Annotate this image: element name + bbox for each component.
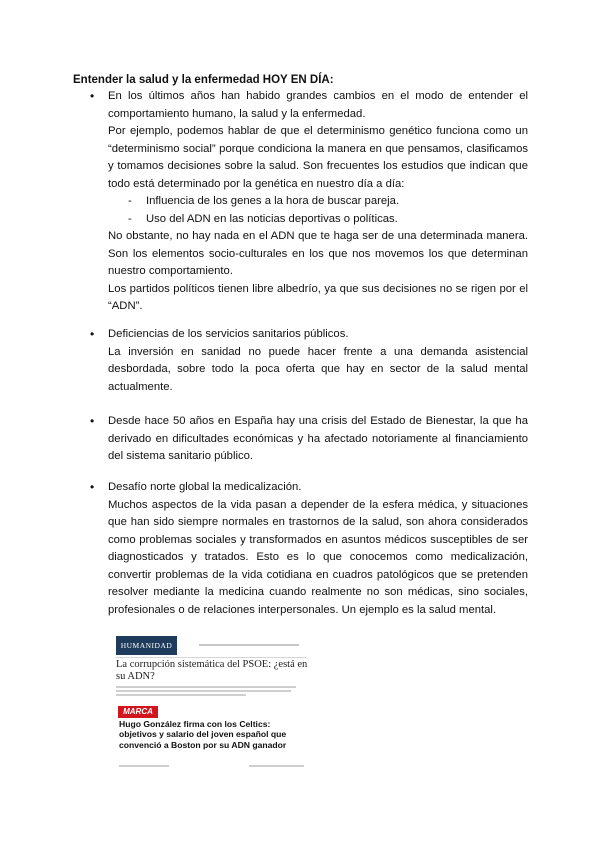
section-content bbox=[108, 326, 528, 396]
article-text-line bbox=[116, 690, 291, 692]
divider bbox=[116, 657, 306, 658]
bullet-section-dna bbox=[90, 88, 530, 316]
paragraph: Deficiencias de los servicios sanitarios públicos. bbox=[108, 328, 349, 340]
paragraph: En los últimos años han habido grandes cambios en el modo de entender el comportamiento humano, la salud y la enfermedad. bbox=[108, 90, 528, 120]
bullet-section-welfare-state bbox=[90, 413, 530, 466]
paragraph: Los partidos políticos tienen libre albedrío, ya que sus decisiones no se rigen por el “ADN”. bbox=[108, 282, 528, 312]
section-content bbox=[108, 413, 528, 466]
marca-logo: MARCA bbox=[118, 706, 158, 718]
section-content bbox=[108, 479, 528, 619]
section-content bbox=[108, 88, 528, 316]
sub-list-item: - Influencia de los genes a la hora de buscar pareja. bbox=[108, 193, 528, 211]
newspaper-logo: HUMANIDAD bbox=[116, 636, 177, 655]
article-text-line bbox=[116, 686, 296, 688]
bullet-icon: • bbox=[90, 89, 95, 103]
paragraph: Por ejemplo, podemos hablar de que el determinismo genético funciona como un “determinismo social” porque condiciona la manera en que pensamos, clasificamos y tomamos decisiones sobre la salud. Son frecuentes los estudios que indican que todo está determinado por la genética en nuestro día a día: bbox=[108, 125, 528, 190]
document-heading: Entender la salud y la enfermedad HOY EN DÍA: bbox=[73, 74, 334, 86]
paragraph: Desafío norte global la medicalización. bbox=[108, 481, 302, 493]
article-text-line bbox=[116, 694, 246, 696]
paragraph: No obstante, no hay nada en el ADN que te haga ser de una determinada manera. Son los elementos socio-culturales en los que nos movemos los que determinan nuestro comportamiento. bbox=[108, 230, 528, 277]
bullet-section-medicalization bbox=[90, 479, 530, 619]
sub-list-item: - Uso del ADN en las noticias deportivas o políticas. bbox=[108, 211, 528, 229]
sub-item-text: Influencia de los genes a la hora de buscar pareja. bbox=[146, 195, 400, 207]
news-headline: La corrupción sistemática del PSOE: ¿está en su ADN? bbox=[116, 659, 308, 682]
bullet-icon: • bbox=[90, 480, 95, 494]
nav-bar-placeholder bbox=[199, 644, 299, 646]
byline-line bbox=[119, 765, 169, 767]
paragraph: La inversión en sanidad no puede hacer frente a una demanda asistencial desbordada, sobre todo la poca oferta que hay en sector de la salud mental actualmente. bbox=[108, 345, 528, 393]
paragraph: Muchos aspectos de la vida pasan a depender de la esfera médica, y situaciones que han sido siempre normales en trastornos de la salud, son ahora considerados como problemas sociales y transformados en asuntos médicos susceptibles de ser diagnosticados y tratados. Esto es lo que conocemos como medicalización, convertir problemas de la vida cotidiana en cuadros patológicos que se pretenden resolver mediante la medicina cuando realmente no son médicas, sino sociales, profesionales o de relaciones interpersonales. Un ejemplo es la salud mental. bbox=[108, 498, 528, 616]
bullet-icon: • bbox=[90, 327, 95, 341]
news-headline: Hugo González firma con los Celtics: objetivos y salario del joven español que convenció a Boston por su ADN ganador bbox=[119, 719, 287, 750]
sub-item-text: Uso del ADN en las noticias deportivas o políticas. bbox=[146, 212, 398, 225]
bullet-section-health-services bbox=[90, 326, 530, 396]
date-line bbox=[249, 765, 304, 767]
bullet-icon: • bbox=[90, 414, 95, 428]
news-clipping-image bbox=[111, 636, 311, 774]
paragraph: Desde hace 50 años en España hay una crisis del Estado de Bienestar, la que ha derivado en dificultades económicas y ha afectado notoriamente al financiamiento del sistema sanitario público. bbox=[108, 415, 528, 462]
